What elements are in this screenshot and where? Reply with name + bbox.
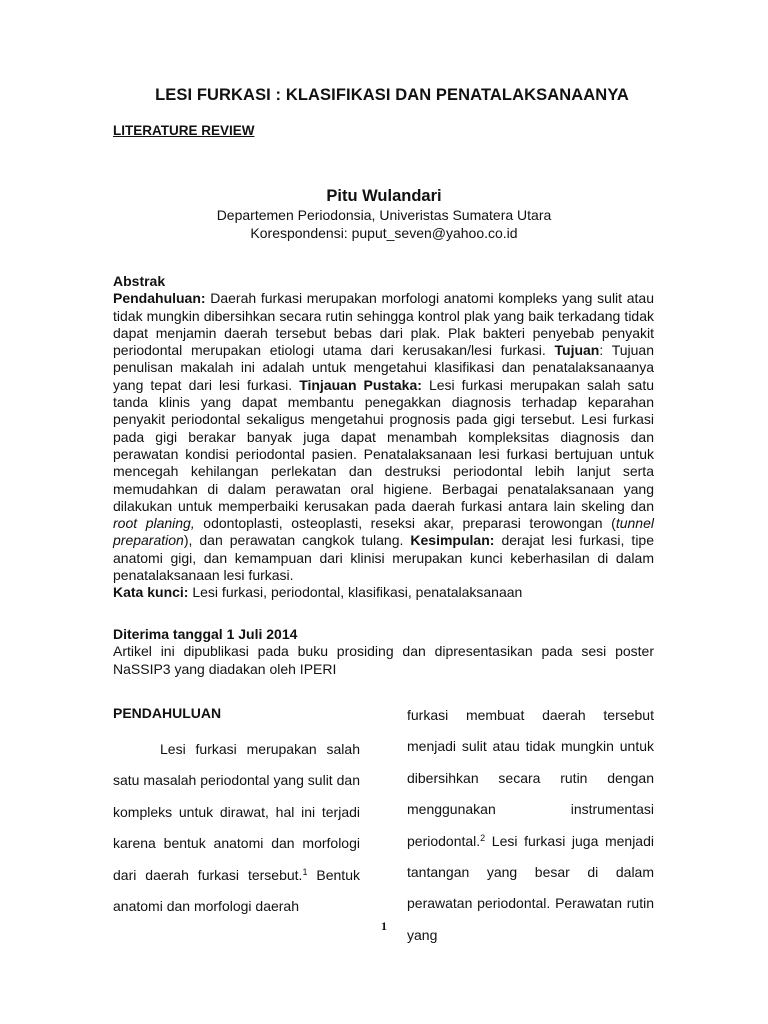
tinjauan-italic-1: root planing,: [113, 515, 195, 532]
author-correspondence: Korespondensi: puput_seven@yahoo.co.id: [250, 225, 518, 241]
kesimpulan-label: Kesimpulan:: [410, 532, 495, 549]
left-text-1: Lesi furkasi merupakan salah satu masalah periodontal yang sulit dan kompleks untuk dirawat, hal ini terjadi karena bentuk anatomi dan morfologi dari daerah furkasi tersebut.: [113, 741, 360, 883]
tinjauan-text-2: odontoplasti, osteoplasti, reseksi akar, preparasi terowongan (: [194, 515, 616, 532]
keywords-label: Kata kunci:: [113, 584, 189, 601]
abstract-heading: Abstrak: [113, 273, 166, 289]
abstract-block: [113, 273, 654, 602]
body-column-left: [113, 734, 360, 922]
tujuan-label: Tujuan: [554, 342, 600, 359]
left-text-2: Bentuk anatomi dan morfologi daerah: [113, 866, 360, 915]
received-block: [113, 626, 654, 678]
page-number: 1: [381, 919, 387, 933]
tinjauan-label: Tinjauan Pustaka:: [299, 376, 422, 393]
pendahuluan-label: Pendahuluan:: [113, 290, 206, 307]
publication-note: Artikel ini dipublikasi pada buku prosiding dan dipresentasikan pada sesi poster NaSSIP3 yang diadakan oleh IPERI: [113, 643, 654, 677]
tinjauan-text-3: ), dan perawatan cangkok tulang.: [183, 532, 404, 549]
keywords: [113, 584, 654, 601]
author-affiliation: Departemen Periodonsia, Univeristas Sumatera Utara: [216, 207, 552, 223]
tinjauan-italic-2: tunnel preparation: [113, 515, 654, 549]
right-text-2: Lesi furkasi juga menjadi tantangan yang besar di dalam perawatan periodontal. Perawatan rutin yang: [407, 832, 654, 943]
author-name: Pitu Wulandari: [326, 187, 442, 205]
tinjauan-text-1: Lesi furkasi merupakan salah satu tanda klinis yang dapat membantu penegakkan diagnosis terhadap keparahan penyakit periodontal sekaligus mengetahui prognosis pada gigi tersebut. Lesi furkasi pada gigi berakar banyak juga dapat menambah kompleksitas diagnosis dan perawatan kondisi periodontal pasien. Penatalaksanaan lesi furkasi bertujuan untuk mencegah kehilangan perlekatan dan destruksi periodontal lebih lanjut serta memudahkan di dalam perawatan oral higiene. Berbagai penatalaksanaan yang dilakukan untuk memperbaiki kerusakan pada daerah furkasi antara lain skeling dan: [113, 376, 655, 514]
article-type-label: LITERATURE REVIEW: [113, 123, 255, 138]
abstract-body: [113, 290, 654, 584]
section-heading-pendahuluan: PENDAHULUAN: [113, 705, 222, 721]
citation-ref: 2: [480, 832, 486, 843]
received-date: Diterima tanggal 1 Juli 2014: [113, 626, 298, 642]
body-column-right: [407, 700, 654, 951]
tujuan-text: : Tujuan penulisan makalah ini adalah untuk mengetahui klasifikasi dan penatalaksanaanya yang tepat dari lesi furkasi.: [113, 342, 654, 393]
citation-ref: 1: [302, 866, 308, 877]
keywords-text: Lesi furkasi, periodontal, klasifikasi, penatalaksanaan: [188, 584, 523, 601]
right-text-1: furkasi membuat daerah tersebut menjadi sulit atau tidak mungkin untuk dibersihkan secara rutin dengan menggunakan instrumentasi periodontal.: [407, 707, 654, 849]
paper-title: LESI FURKASI : KLASIFIKASI DAN PENATALAKSANAANYA: [155, 86, 629, 104]
kesimpulan-text: derajat lesi furkasi, tipe anatomi gigi, dan kemampuan dari klinisi merupakan kunci keberhasilan di dalam penatalaksanaan lesi furkasi.: [113, 532, 655, 584]
pendahuluan-text: Daerah furkasi merupakan morfologi anatomi kompleks yang sulit atau tidak mungkin dibersihkan secara rutin sehingga kontrol plak yang baik terkadang tidak dapat menjamin daerah tersebut bebas dari plak. Plak bakteri penyebab penyakit periodontal merupakan etiologi utama dari kerusakan/lesi furkasi.: [113, 290, 654, 359]
